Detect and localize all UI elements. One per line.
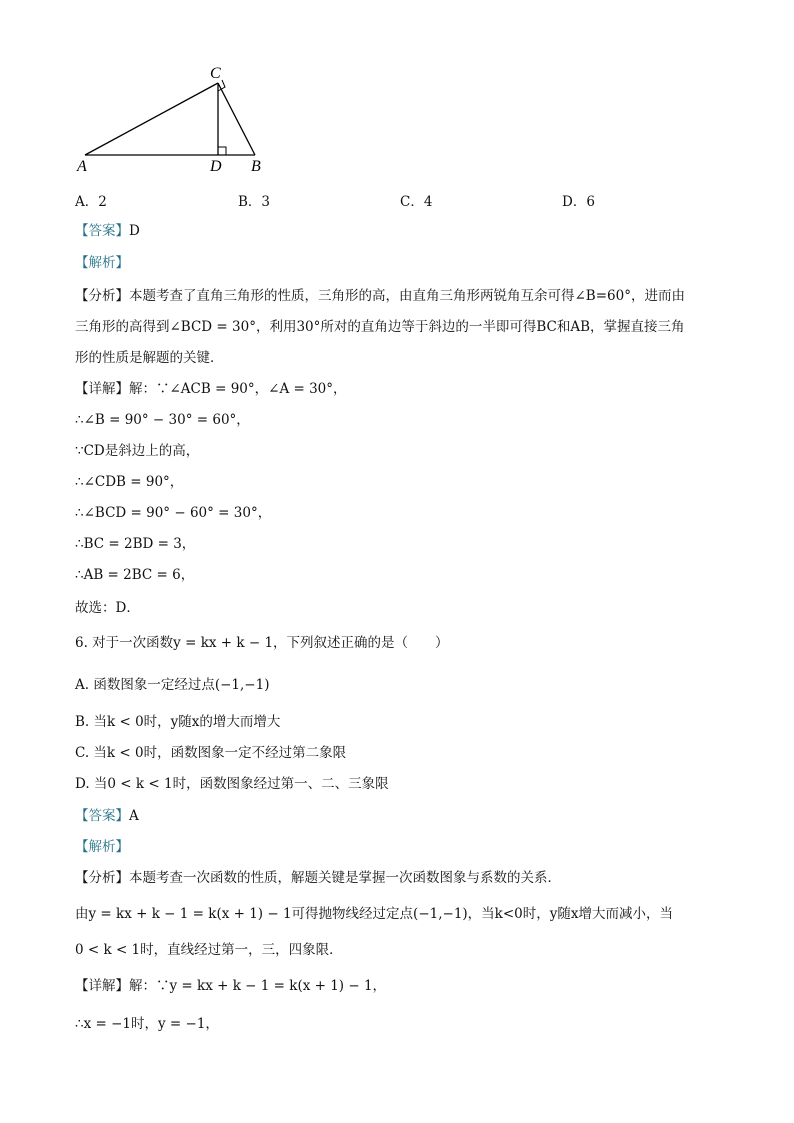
q6-analysis-tag: 【解析】 xyxy=(75,839,129,855)
q5-analysis-line-2: 三角形的高得到∠BCD = 30°，利用30°所对的直角边等于斜边的一半即可得BC和AB，掌握直接三角 xyxy=(75,319,685,335)
q6-option-b: B. 当k < 0时，y随x的增大而增大 xyxy=(75,714,281,730)
analysis-label: 【分析】 xyxy=(75,288,129,304)
q5-detail-line-8: 故选：D． xyxy=(75,600,140,616)
q5-answer-line xyxy=(75,219,140,239)
answer-tag: 【答案】 xyxy=(75,223,129,239)
q6-analysis-line-1: 【分析】本题考查一次函数的性质，解题关键是掌握一次函数图象与系数的关系． xyxy=(75,870,561,886)
q5-detail-line-2: ∴∠B = 90° − 30° = 60°， xyxy=(75,412,250,428)
q6-option-a: A. 函数图象一定经过点(−1,−1) xyxy=(75,677,270,693)
q6-analysis-line-2: 由y = kx + k − 1 = k(x + 1) − 1可得抛物线经过定点(−1,−1)，当k<0时，y随x增大而减小，当 xyxy=(75,906,674,922)
q6-answer-line xyxy=(75,804,139,824)
q6-option-c: C. 当k < 0时，函数图象一定不经过第二象限 xyxy=(75,745,347,761)
q5-option-a: A．2 xyxy=(75,194,107,210)
q5-option-d: D．6 xyxy=(562,194,595,210)
q5-answer: D xyxy=(129,223,140,239)
side-ac xyxy=(85,83,218,155)
q6-detail-line-2: ∴x = −1时，y = −1， xyxy=(75,1016,219,1032)
label-c: C xyxy=(210,65,221,82)
label-a: A xyxy=(77,158,87,175)
q6-stem: 6. 对于一次函数y = kx + k − 1，下列叙述正确的是（ ） xyxy=(75,635,449,651)
q5-detail-line-5: ∴∠BCD = 90° − 60° = 30°， xyxy=(75,505,272,521)
label-d: D xyxy=(210,158,222,175)
q6-option-d: D. 当0 < k < 1时，函数图象经过第一、二、三象限 xyxy=(75,776,389,792)
detail-label: 【详解】 xyxy=(75,381,129,397)
q5-option-b: B．3 xyxy=(238,194,271,210)
q6-answer: A xyxy=(129,808,139,824)
q5-detail-line-7: ∴AB = 2BC = 6， xyxy=(75,567,195,583)
q5-analysis-line-3: 形的性质是解题的关键． xyxy=(75,350,224,366)
q5-analysis-line-1: 【分析】本题考查了直角三角形的性质，三角形的高，由直角三角形两锐角互余可得∠B=60°，进而由 xyxy=(75,288,685,304)
q5-detail-line-1: 【详解】解：∵∠ACB = 90°，∠A = 30°， xyxy=(75,381,347,397)
answer-tag: 【答案】 xyxy=(75,808,129,824)
q5-detail-line-4: ∴∠CDB = 90°， xyxy=(75,474,184,490)
triangle-figure xyxy=(70,58,280,182)
q5-detail-line-6: ∴BC = 2BD = 3， xyxy=(75,536,196,552)
q5-detail-line-3: ∵CD是斜边上的高， xyxy=(75,443,200,459)
side-cb xyxy=(218,83,255,155)
label-b: B xyxy=(251,158,261,175)
right-angle-mark-d xyxy=(218,147,226,155)
q6-detail-line-1: 【详解】解：∵y = kx + k − 1 = k(x + 1) − 1， xyxy=(75,978,387,994)
q6-analysis-line-3: 0 < k < 1时，直线经过第一，三，四象限． xyxy=(75,942,343,958)
q5-analysis-tag: 【解析】 xyxy=(75,255,129,271)
detail-label: 【详解】 xyxy=(75,978,129,994)
triangle-diagram xyxy=(70,58,280,178)
q5-option-c: C．4 xyxy=(400,194,433,210)
analysis-label: 【分析】 xyxy=(75,870,129,886)
